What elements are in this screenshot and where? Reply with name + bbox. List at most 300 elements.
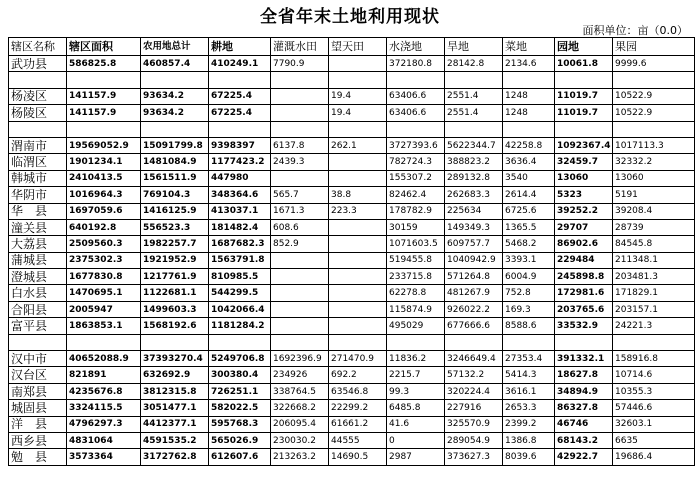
table-cell: 11019.7: [555, 88, 613, 104]
table-cell: 1499603.3: [141, 301, 209, 317]
table-cell: 19.4: [329, 88, 387, 104]
table-cell: 2551.4: [445, 105, 503, 121]
table-cell: 5622344.7: [445, 137, 503, 153]
table-cell: 0: [387, 432, 445, 448]
table-cell: 1677830.8: [67, 269, 141, 285]
table-row: [9, 88, 695, 104]
table-cell: 3246649.4: [445, 351, 503, 367]
table-cell: 213263.2: [271, 449, 329, 465]
table-cell: 19686.4: [613, 449, 695, 465]
table-row: [9, 334, 695, 350]
table-cell: 1692396.9: [271, 351, 329, 367]
table-cell: [445, 121, 503, 137]
district-name-cell: 华 县: [9, 203, 67, 219]
table-cell: 5249706.8: [209, 351, 271, 367]
district-name-cell: 汉中市: [9, 351, 67, 367]
table-cell: 338764.5: [271, 383, 329, 399]
table-cell: 1071603.5: [387, 236, 445, 252]
table-cell: 373627.3: [445, 449, 503, 465]
table-cell: 586825.8: [67, 56, 141, 72]
table-cell: 67225.4: [209, 88, 271, 104]
table-cell: [329, 236, 387, 252]
table-cell: 1697059.6: [67, 203, 141, 219]
table-cell: [613, 121, 695, 137]
table-cell: 2399.2: [503, 416, 555, 432]
table-cell: 325570.9: [445, 416, 503, 432]
district-name-cell: [9, 72, 67, 88]
table-cell: 171829.1: [613, 285, 695, 301]
header-cell: 果园: [613, 38, 695, 56]
table-cell: 2439.3: [271, 154, 329, 170]
table-cell: 225634: [445, 203, 503, 219]
land-use-table: [8, 37, 695, 466]
table-cell: 93634.2: [141, 88, 209, 104]
table-cell: 223.3: [329, 203, 387, 219]
table-cell: [67, 121, 141, 137]
table-cell: 84545.8: [613, 236, 695, 252]
table-cell: 14690.5: [329, 449, 387, 465]
table-row: [9, 252, 695, 268]
district-name-cell: 蒲城县: [9, 252, 67, 268]
table-cell: [329, 154, 387, 170]
table-cell: 495029: [387, 318, 445, 334]
table-cell: 372180.8: [387, 56, 445, 72]
table-cell: [271, 301, 329, 317]
table-cell: 640192.8: [67, 219, 141, 235]
table-cell: 782724.3: [387, 154, 445, 170]
table-cell: [445, 72, 503, 88]
table-cell: 141157.9: [67, 105, 141, 121]
table-cell: [329, 318, 387, 334]
table-cell: 3172762.8: [141, 449, 209, 465]
district-name-cell: 杨陵区: [9, 105, 67, 121]
table-cell: 203765.6: [555, 301, 613, 317]
table-cell: 6635: [613, 432, 695, 448]
table-row: [9, 187, 695, 203]
table-cell: 3051477.1: [141, 400, 209, 416]
district-name-cell: 澄城县: [9, 269, 67, 285]
table-cell: 29707: [555, 219, 613, 235]
table-cell: 1177423.2: [209, 154, 271, 170]
table-cell: 320224.4: [445, 383, 503, 399]
table-cell: 8039.6: [503, 449, 555, 465]
table-row: [9, 351, 695, 367]
table-cell: 233715.8: [387, 269, 445, 285]
district-name-cell: 白水县: [9, 285, 67, 301]
table-cell: 172981.6: [555, 285, 613, 301]
header-cell: 望天田: [329, 38, 387, 56]
header-cell: 水浇地: [387, 38, 445, 56]
table-cell: [445, 334, 503, 350]
table-cell: 582022.5: [209, 400, 271, 416]
table-cell: [387, 334, 445, 350]
table-cell: 234926: [271, 367, 329, 383]
table-row: [9, 72, 695, 88]
table-cell: 39252.2: [555, 203, 613, 219]
table-cell: [271, 252, 329, 268]
table-cell: [329, 301, 387, 317]
table-cell: 692.2: [329, 367, 387, 383]
table-cell: 1982257.7: [141, 236, 209, 252]
table-cell: [209, 334, 271, 350]
table-cell: [271, 88, 329, 104]
table-cell: 6485.8: [387, 400, 445, 416]
table-cell: [503, 121, 555, 137]
table-cell: 1042066.4: [209, 301, 271, 317]
table-cell: 9398397: [209, 137, 271, 153]
table-cell: 19569052.9: [67, 137, 141, 153]
table-cell: 24221.3: [613, 318, 695, 334]
table-cell: 6137.8: [271, 137, 329, 153]
table-cell: [329, 72, 387, 88]
table-cell: 2614.4: [503, 187, 555, 203]
header-cell: 旱地: [445, 38, 503, 56]
table-cell: 57446.6: [613, 400, 695, 416]
table-cell: [271, 121, 329, 137]
table-cell: 13060: [555, 170, 613, 186]
table-cell: [271, 334, 329, 350]
table-row: [9, 269, 695, 285]
table-cell: 1687682.3: [209, 236, 271, 252]
district-name-cell: [9, 334, 67, 350]
table-cell: 2005947: [67, 301, 141, 317]
table-cell: 289132.8: [445, 170, 503, 186]
district-name-cell: 勉 县: [9, 449, 67, 465]
table-cell: 10061.8: [555, 56, 613, 72]
table-cell: 178782.9: [387, 203, 445, 219]
table-cell: 86902.6: [555, 236, 613, 252]
table-cell: 67225.4: [209, 105, 271, 121]
table-cell: [271, 318, 329, 334]
table-cell: [271, 269, 329, 285]
table-cell: 4796297.3: [67, 416, 141, 432]
table-cell: 18627.8: [555, 367, 613, 383]
district-name-cell: 临渭区: [9, 154, 67, 170]
table-cell: 42922.7: [555, 449, 613, 465]
table-cell: 115874.9: [387, 301, 445, 317]
table-cell: 556523.3: [141, 219, 209, 235]
table-row: [9, 400, 695, 416]
table-cell: 1921952.9: [141, 252, 209, 268]
table-cell: 322668.2: [271, 400, 329, 416]
table-cell: 4235676.8: [67, 383, 141, 399]
table-cell: 1181284.2: [209, 318, 271, 334]
table-cell: 1248: [503, 105, 555, 121]
table-cell: 63406.6: [387, 105, 445, 121]
table-cell: [329, 170, 387, 186]
table-row: [9, 285, 695, 301]
table-cell: 2551.4: [445, 88, 503, 104]
district-name-cell: 富平县: [9, 318, 67, 334]
header-cell: 农用地总计: [141, 38, 209, 56]
table-cell: 203157.1: [613, 301, 695, 317]
table-cell: 155307.2: [387, 170, 445, 186]
table-cell: 4412377.1: [141, 416, 209, 432]
table-cell: 1365.5: [503, 219, 555, 235]
table-cell: 565026.9: [209, 432, 271, 448]
table-cell: 852.9: [271, 236, 329, 252]
district-name-cell: 城固县: [9, 400, 67, 416]
table-cell: 289054.9: [445, 432, 503, 448]
table-row: [9, 383, 695, 399]
table-cell: 410249.1: [209, 56, 271, 72]
table-cell: 677666.6: [445, 318, 503, 334]
table-cell: 3324115.5: [67, 400, 141, 416]
table-cell: [329, 121, 387, 137]
table-row: [9, 432, 695, 448]
table-cell: 926022.2: [445, 301, 503, 317]
table-cell: 612607.6: [209, 449, 271, 465]
table-cell: 3812315.8: [141, 383, 209, 399]
table-cell: 300380.4: [209, 367, 271, 383]
page-title: 全省年末土地利用现状: [260, 7, 440, 27]
table-cell: 1901234.1: [67, 154, 141, 170]
table-cell: 62278.8: [387, 285, 445, 301]
table-cell: 10355.3: [613, 383, 695, 399]
table-cell: [387, 121, 445, 137]
table-cell: [141, 72, 209, 88]
header-cell: 辖区名称: [9, 38, 67, 56]
table-cell: 6725.6: [503, 203, 555, 219]
table-cell: 810985.5: [209, 269, 271, 285]
table-cell: 2987: [387, 449, 445, 465]
table-cell: 9999.6: [613, 56, 695, 72]
table-cell: 93634.2: [141, 105, 209, 121]
table-cell: 5414.3: [503, 367, 555, 383]
table-header-row: [9, 38, 695, 56]
table-cell: [329, 252, 387, 268]
table-cell: 609757.7: [445, 236, 503, 252]
table-cell: 388823.2: [445, 154, 503, 170]
table-row: [9, 367, 695, 383]
table-cell: 2653.3: [503, 400, 555, 416]
table-cell: 181482.4: [209, 219, 271, 235]
table-cell: 632692.9: [141, 367, 209, 383]
table-cell: 99.3: [387, 383, 445, 399]
table-cell: 32459.7: [555, 154, 613, 170]
table-cell: 726251.1: [209, 383, 271, 399]
table-cell: 211348.1: [613, 252, 695, 268]
table-row: [9, 137, 695, 153]
table-cell: [613, 334, 695, 350]
table-cell: 57132.2: [445, 367, 503, 383]
table-cell: [503, 334, 555, 350]
table-cell: 41.6: [387, 416, 445, 432]
header-cell: 灌溉水田: [271, 38, 329, 56]
table-cell: 149349.3: [445, 219, 503, 235]
table-cell: 203481.3: [613, 269, 695, 285]
district-name-cell: 西乡县: [9, 432, 67, 448]
table-cell: 1863853.1: [67, 318, 141, 334]
table-cell: 10714.6: [613, 367, 695, 383]
table-cell: 32603.1: [613, 416, 695, 432]
table-cell: 5191: [613, 187, 695, 203]
table-cell: 28142.8: [445, 56, 503, 72]
table-cell: [271, 170, 329, 186]
unit-label: 面积单位：亩（0.0）: [582, 24, 688, 37]
table-cell: [555, 121, 613, 137]
table-cell: 33532.9: [555, 318, 613, 334]
table-cell: 481267.9: [445, 285, 503, 301]
table-cell: 82462.4: [387, 187, 445, 203]
table-cell: 4591535.2: [141, 432, 209, 448]
table-cell: [67, 334, 141, 350]
table-cell: 10522.9: [613, 88, 695, 104]
table-cell: 447980: [209, 170, 271, 186]
table-cell: 5323: [555, 187, 613, 203]
table-cell: [329, 334, 387, 350]
table-cell: 63546.8: [329, 383, 387, 399]
table-cell: 769104.3: [141, 187, 209, 203]
header-cell: 菜地: [503, 38, 555, 56]
table-cell: 519455.8: [387, 252, 445, 268]
table-cell: 3616.1: [503, 383, 555, 399]
table-cell: 38.8: [329, 187, 387, 203]
header-cell: 辖区面积: [67, 38, 141, 56]
table-cell: 1416125.9: [141, 203, 209, 219]
district-name-cell: 南郑县: [9, 383, 67, 399]
table-cell: [329, 269, 387, 285]
table-cell: [555, 334, 613, 350]
table-cell: 1122681.1: [141, 285, 209, 301]
table-cell: [329, 285, 387, 301]
table-cell: 10522.9: [613, 105, 695, 121]
table-cell: 3540: [503, 170, 555, 186]
table-cell: 206095.4: [271, 416, 329, 432]
table-cell: 1470695.1: [67, 285, 141, 301]
district-name-cell: 韩城市: [9, 170, 67, 186]
table-cell: 141157.9: [67, 88, 141, 104]
table-cell: [209, 72, 271, 88]
table-cell: 68143.2: [555, 432, 613, 448]
table-cell: 5468.2: [503, 236, 555, 252]
table-cell: 1217761.9: [141, 269, 209, 285]
district-name-cell: 洋 县: [9, 416, 67, 432]
table-cell: 158916.8: [613, 351, 695, 367]
table-cell: 2509560.3: [67, 236, 141, 252]
table-cell: 595768.3: [209, 416, 271, 432]
table-cell: 1568192.6: [141, 318, 209, 334]
table-cell: [67, 72, 141, 88]
table-row: [9, 301, 695, 317]
table-cell: 608.6: [271, 219, 329, 235]
header-cell: 耕地: [209, 38, 271, 56]
table-cell: 3573364: [67, 449, 141, 465]
table-cell: [503, 72, 555, 88]
table-cell: 821891: [67, 367, 141, 383]
table-cell: 1561511.9: [141, 170, 209, 186]
table-cell: 39208.4: [613, 203, 695, 219]
table-cell: 544299.5: [209, 285, 271, 301]
table-cell: 1040942.9: [445, 252, 503, 268]
table-cell: 565.7: [271, 187, 329, 203]
table-cell: 571264.8: [445, 269, 503, 285]
table-row: [9, 219, 695, 235]
table-cell: [555, 72, 613, 88]
district-name-cell: 杨凌区: [9, 88, 67, 104]
table-cell: 3393.1: [503, 252, 555, 268]
table-cell: 19.4: [329, 105, 387, 121]
table-cell: [387, 72, 445, 88]
table-cell: 15091799.8: [141, 137, 209, 153]
table-cell: 42258.8: [503, 137, 555, 153]
table-cell: 86327.8: [555, 400, 613, 416]
table-cell: 752.8: [503, 285, 555, 301]
table-cell: [271, 105, 329, 121]
table-cell: 227916: [445, 400, 503, 416]
table-cell: 348364.6: [209, 187, 271, 203]
district-name-cell: 渭南市: [9, 137, 67, 153]
table-cell: 30159: [387, 219, 445, 235]
district-name-cell: [9, 121, 67, 137]
table-cell: 413037.1: [209, 203, 271, 219]
table-cell: [329, 219, 387, 235]
table-row: [9, 236, 695, 252]
table-cell: [209, 121, 271, 137]
table-cell: [141, 121, 209, 137]
table-cell: 2134.6: [503, 56, 555, 72]
table-cell: 1481084.9: [141, 154, 209, 170]
table-cell: 169.3: [503, 301, 555, 317]
table-cell: 6004.9: [503, 269, 555, 285]
district-name-cell: 武功县: [9, 56, 67, 72]
table-cell: [613, 72, 695, 88]
table-cell: 22299.2: [329, 400, 387, 416]
table-cell: 2375302.3: [67, 252, 141, 268]
table-row: [9, 56, 695, 72]
district-name-cell: 汉台区: [9, 367, 67, 383]
table-cell: 271470.9: [329, 351, 387, 367]
table-cell: 4831064: [67, 432, 141, 448]
header-cell: 园地: [555, 38, 613, 56]
table-row: [9, 416, 695, 432]
table-cell: 262683.3: [445, 187, 503, 203]
table-row: [9, 105, 695, 121]
table-cell: 8588.6: [503, 318, 555, 334]
table-cell: 37393270.4: [141, 351, 209, 367]
district-name-cell: 华阴市: [9, 187, 67, 203]
table-cell: 245898.8: [555, 269, 613, 285]
table-cell: 40652088.9: [67, 351, 141, 367]
table-cell: 11019.7: [555, 105, 613, 121]
table-cell: 460857.4: [141, 56, 209, 72]
table-row: [9, 154, 695, 170]
table-cell: 44555: [329, 432, 387, 448]
table-cell: 230030.2: [271, 432, 329, 448]
table-cell: 1563791.8: [209, 252, 271, 268]
table-cell: 1016964.3: [67, 187, 141, 203]
table-cell: 28739: [613, 219, 695, 235]
table-cell: 63406.6: [387, 88, 445, 104]
table-cell: 3636.4: [503, 154, 555, 170]
table-cell: 1386.8: [503, 432, 555, 448]
table-cell: [271, 285, 329, 301]
table-cell: 32332.2: [613, 154, 695, 170]
table-cell: 2410413.5: [67, 170, 141, 186]
table-cell: [271, 72, 329, 88]
table-cell: 229484: [555, 252, 613, 268]
district-name-cell: 潼关县: [9, 219, 67, 235]
table-cell: 1017113.3: [613, 137, 695, 153]
table-cell: 7790.9: [271, 56, 329, 72]
table-row: [9, 449, 695, 465]
table-row: [9, 203, 695, 219]
table-cell: 11836.2: [387, 351, 445, 367]
table-cell: 34894.9: [555, 383, 613, 399]
table-cell: 3727393.6: [387, 137, 445, 153]
table-cell: [141, 334, 209, 350]
table-row: [9, 318, 695, 334]
